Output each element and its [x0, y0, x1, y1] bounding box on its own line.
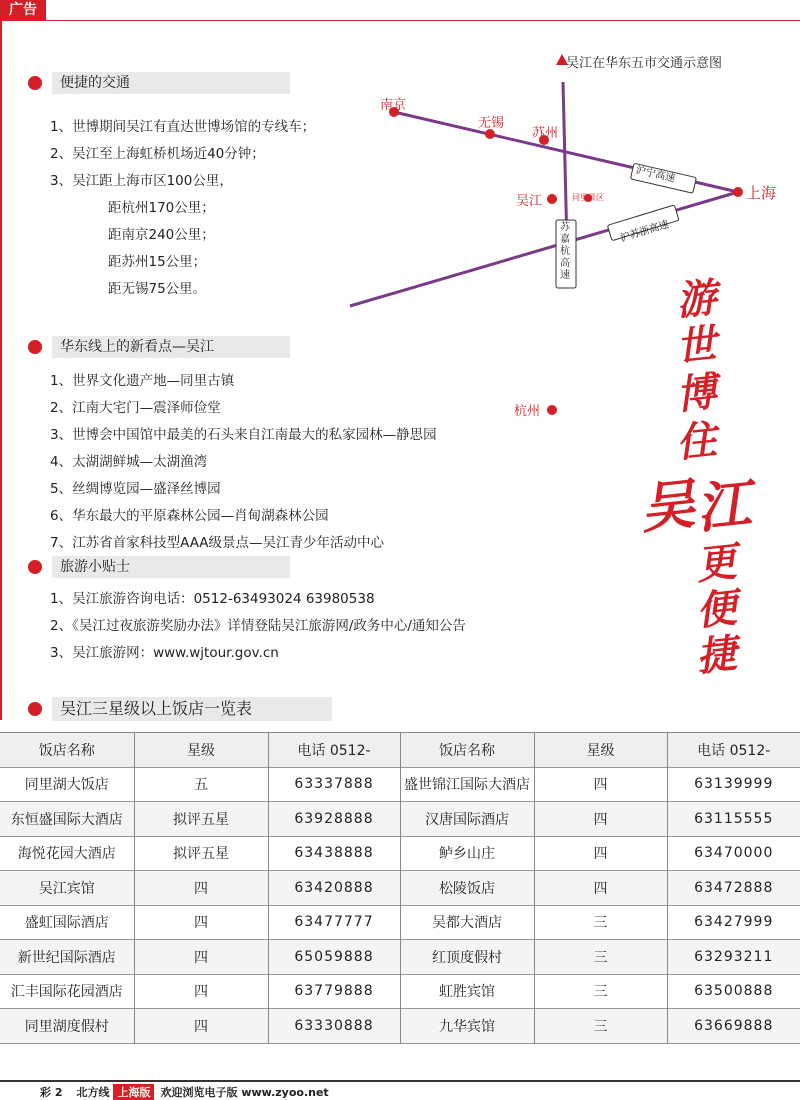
hotel-phone: 63438888	[268, 836, 400, 871]
list-item: 1、世界文化遗产地—同里古镇	[50, 373, 235, 389]
hotel-phone: 63500888	[694, 983, 774, 1000]
hotel-phone: 63420888	[268, 871, 400, 906]
attractions-section-header	[28, 336, 290, 358]
page-footer	[40, 1084, 329, 1100]
hotel-name: 同里湖度假村	[0, 1009, 134, 1044]
road-label-hu-ning: 沪宁高速	[634, 164, 677, 185]
transport-section-title: 便捷的交通	[52, 72, 290, 94]
road-label-su-jia-hang: 苏嘉杭高速	[560, 222, 570, 281]
table-row	[0, 836, 800, 871]
ad-tag: 广告	[0, 0, 46, 20]
column-header: 星级	[534, 733, 667, 768]
table-row	[0, 802, 800, 837]
column-header: 饭店名称	[0, 733, 134, 768]
hotel-name: 东恒盛国际大酒店	[0, 802, 134, 837]
column-header: 星级	[134, 733, 268, 768]
attractions-section-title: 华东线上的新看点—吴江	[52, 336, 290, 358]
hotel-phone: 63293211	[694, 948, 774, 965]
city-label-suzhou: 苏州	[532, 126, 559, 141]
hotel-phone: 63470000	[694, 845, 774, 862]
table-header-row	[0, 733, 800, 768]
hotel-rating: 四	[534, 802, 667, 837]
slogan-char: 游	[673, 274, 719, 325]
tips-section-header	[28, 556, 290, 578]
hotel-name: 盛世锦江国际大酒店	[400, 767, 534, 802]
hotel-rating: 五	[134, 767, 268, 802]
list-item: 5、丝绸博览园—盛泽丝博园	[50, 481, 221, 497]
hotel-rating: 四	[534, 836, 667, 871]
footer-rule	[0, 1080, 800, 1082]
hotel-rating: 拟评五星	[134, 836, 268, 871]
hotel-name: 红顶度假村	[400, 940, 534, 975]
city-dot-wujiang	[547, 194, 557, 204]
city-label-shanghai: 上海	[746, 184, 777, 202]
hotel-name: 海悦花园大酒店	[0, 836, 134, 871]
frame-left-rule	[0, 20, 2, 720]
hotels-section-header	[28, 697, 332, 721]
city-label-wujiang: 吴江	[516, 194, 543, 209]
hotel-phone: 63337888	[268, 767, 400, 802]
list-item: 4、太湖湖鲜城—太湖渔湾	[50, 454, 208, 470]
map-caption: 吴江在华东五市交通示意图	[566, 56, 723, 71]
table-row	[0, 974, 800, 1009]
city-label-wuxi: 无锡	[478, 116, 505, 131]
column-header: 饭店名称	[400, 733, 534, 768]
list-item: 3、吴江旅游网：www.wjtour.gov.cn	[50, 645, 279, 661]
slogan-char: 住	[673, 416, 719, 467]
table-row	[0, 1009, 800, 1044]
footer-promo: 欢迎浏览电子版 www.zyoo.net	[160, 1086, 329, 1099]
hotel-rating: 四	[134, 940, 268, 975]
hotel-phone: 63139999	[694, 776, 774, 793]
frame-top-rule	[0, 20, 800, 21]
hotel-table	[0, 732, 800, 1044]
hotel-phone: 63115555	[694, 810, 774, 827]
hotel-rating: 三	[534, 940, 667, 975]
hotel-rating: 四	[134, 905, 268, 940]
city-dot-hangzhou	[547, 405, 557, 415]
hotel-rating: 四	[534, 871, 667, 906]
hotel-rating: 三	[534, 1009, 667, 1044]
slogan-char: 便	[693, 584, 739, 635]
list-item: 距苏州15公里；	[108, 254, 207, 270]
list-item: 距杭州170公里；	[108, 200, 215, 216]
bullet-dot-icon	[28, 560, 42, 574]
slogan-char: 吴	[637, 471, 698, 541]
list-item: 2、《吴江过夜旅游奖励办法》详情登陆吴江旅游网/政务中心/通知公告	[50, 618, 466, 634]
bullet-dot-icon	[28, 340, 42, 354]
list-item: 1、吴江旅游咨询电话：0512-63493024 63980538	[50, 591, 375, 607]
page-number: 彩 2	[40, 1086, 63, 1099]
bullet-dot-icon	[28, 702, 42, 716]
hotel-name: 盛虹国际酒店	[0, 905, 134, 940]
list-item: 2、吴江至上海虹桥机场近40分钟；	[50, 146, 265, 162]
city-label-nanjing: 南京	[380, 98, 407, 113]
tips-section-title: 旅游小贴士	[52, 556, 290, 578]
hotel-phone: 63928888	[268, 802, 400, 837]
slogan-char: 更	[693, 538, 739, 589]
slogan-char: 江	[693, 471, 754, 541]
city-dot-shanghai	[733, 187, 743, 197]
hotel-phone: 63427999	[694, 914, 774, 931]
list-item: 距南京240公里；	[108, 227, 215, 243]
hotel-phone: 63669888	[694, 1017, 774, 1034]
hotel-rating: 拟评五星	[134, 802, 268, 837]
column-header: 电话 0512-	[697, 742, 771, 759]
list-item: 2、江南大宅门—震泽师俭堂	[50, 400, 221, 416]
hotel-phone: 63472888	[694, 879, 774, 896]
slogan-char: 捷	[693, 630, 739, 681]
hotel-phone: 65059888	[268, 940, 400, 975]
list-item: 7、江苏省首家科技型AAA级景点—吴江青少年活动中心	[50, 535, 385, 551]
hotel-name: 吴江宾馆	[0, 871, 134, 906]
transport-section-header	[28, 72, 290, 94]
column-header: 电话 0512-	[268, 733, 400, 768]
list-item: 1、世博期间吴江有直达世博场馆的专线车；	[50, 119, 316, 135]
edition-badge: 上海版	[113, 1084, 154, 1100]
table-row	[0, 871, 800, 906]
list-item: 距无锡75公里。	[108, 281, 207, 297]
hotel-name: 松陵饭店	[400, 871, 534, 906]
hotel-rating: 四	[134, 974, 268, 1009]
hotel-name: 鲈乡山庄	[400, 836, 534, 871]
table-row	[0, 767, 800, 802]
hotels-section-title: 吴江三星级以上饭店一览表	[52, 697, 332, 721]
hotel-rating: 三	[534, 905, 667, 940]
hotel-name: 虹胜宾馆	[400, 974, 534, 1009]
slogan-char: 博	[673, 368, 719, 419]
hotel-name: 汉唐国际酒店	[400, 802, 534, 837]
hotel-name: 汇丰国际花园酒店	[0, 974, 134, 1009]
road-label-hu-su-zhe: 沪苏浙高速	[619, 219, 671, 245]
city-label-hangzhou: 杭州	[514, 404, 541, 419]
hotel-phone: 63477777	[268, 905, 400, 940]
hotel-name: 新世纪国际酒店	[0, 940, 134, 975]
hotel-name: 九华宾馆	[400, 1009, 534, 1044]
hotel-rating: 四	[134, 1009, 268, 1044]
list-item: 6、华东最大的平原森林公园—肖甸湖森林公园	[50, 508, 329, 524]
hotel-rating: 四	[134, 871, 268, 906]
tips-list	[50, 586, 466, 667]
attractions-list	[50, 368, 437, 557]
list-item: 3、世博会中国馆中最美的石头来自江南最大的私家园林—静思园	[50, 427, 437, 443]
tongli-label: 同里景区	[572, 193, 604, 202]
footer-section: 北方线	[76, 1086, 110, 1099]
table-row	[0, 905, 800, 940]
hotel-name: 吴都大酒店	[400, 905, 534, 940]
list-item: 3、吴江距上海市区100公里，	[50, 173, 233, 189]
slogan-calligraphy	[637, 268, 760, 681]
hotel-name: 同里湖大饭店	[0, 767, 134, 802]
hotel-phone: 63330888	[268, 1009, 400, 1044]
transport-list	[50, 114, 315, 303]
hotel-rating: 三	[534, 974, 667, 1009]
bullet-dot-icon	[28, 76, 42, 90]
hotel-phone: 63779888	[268, 974, 400, 1009]
table-row	[0, 940, 800, 975]
slogan-char: 世	[673, 320, 719, 371]
hotel-rating: 四	[534, 767, 667, 802]
